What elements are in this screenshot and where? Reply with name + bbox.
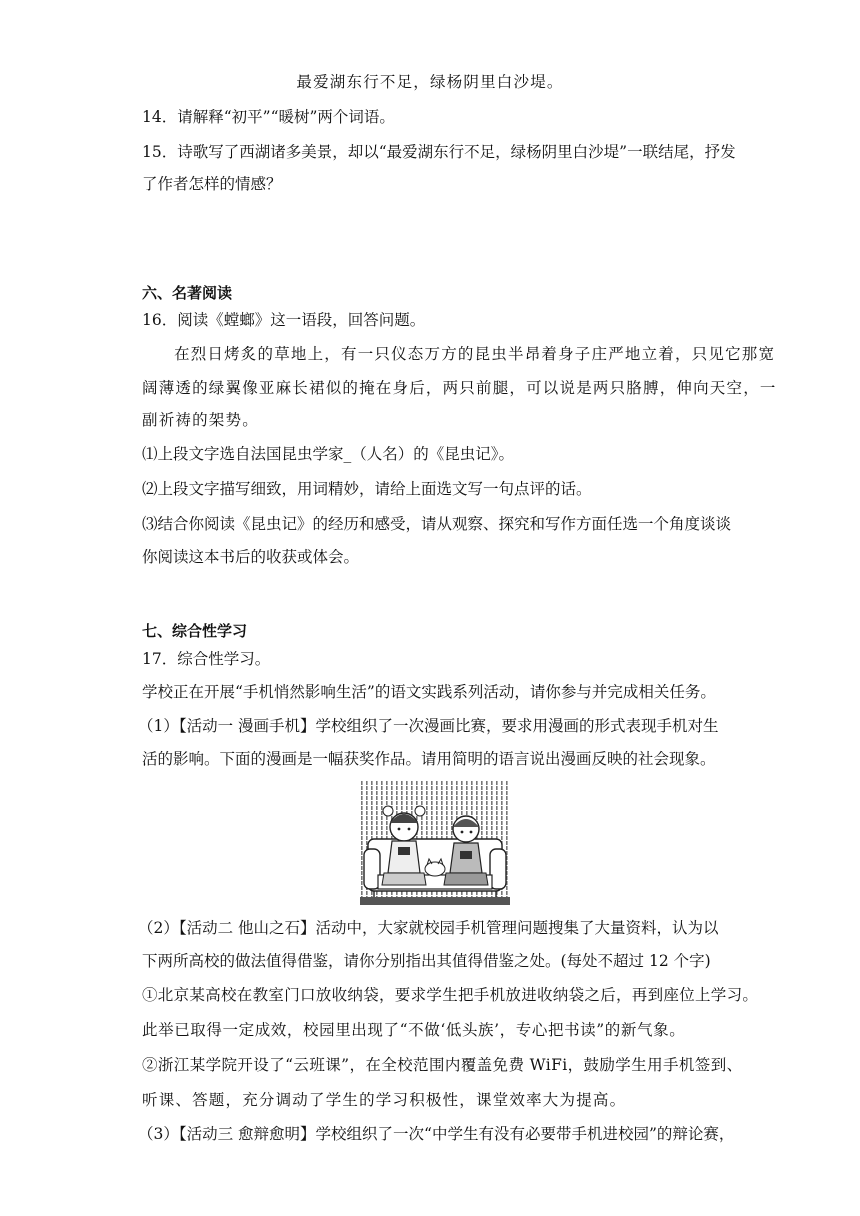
poem-last-line: 最爱湖东行不足，绿杨阴里白沙堤。 [296, 73, 564, 91]
activity-1-line-1: （1）【活动一 漫画手机】学校组织了一次漫画比赛，要求用漫画的形式表现手机对生 [138, 717, 719, 735]
sub-question-1: ⑴上段文字选自法国昆虫学家_（人名）的《昆虫记》。 [142, 445, 515, 463]
question-15-line-1: 15．诗歌写了西湖诸多美景，却以“最爱湖东行不足，绿杨阴里白沙堤”一联结尾，抒发 [142, 143, 736, 161]
case-1-line-2: 此举已取得一定成效，校园里出现了“不做‘低头族’，专心把书读”的新气象。 [142, 1021, 686, 1039]
question-17: 17．综合性学习。 [142, 650, 271, 668]
case-2-line-1: ②浙江某学院开设了“云班课”，在全校范围内覆盖免费 WiFi，鼓励学生用手机签到、 [142, 1056, 743, 1074]
sub-question-2: ⑵上段文字描写细致，用词精妙，请给上面选文写一句点评的话。 [142, 480, 592, 498]
question-16: 16．阅读《螳螂》这一语段，回答问题。 [142, 311, 426, 329]
case-1-line-1: ①北京某高校在教室门口放收纳袋，要求学生把手机放进收纳袋之后，再到座位上学习。 [142, 986, 759, 1004]
intro-text: 学校正在开展“手机悄然影响生活”的语文实践系列活动，请你参与并完成相关任务。 [142, 683, 716, 701]
activity-1-line-2: 活的影响。下面的漫画是一幅获奖作品。请用简明的语言说出漫画反映的社会现象。 [142, 750, 716, 768]
question-15-line-2: 了作者怎样的情感？ [142, 175, 282, 193]
activity-2-line-2: 下两所高校的做法值得借鉴，请你分别指出其值得借鉴之处。(每处不超过 12 个字) [142, 952, 711, 970]
cartoon-illustration [360, 781, 510, 905]
activity-3-line-1: （3）【活动三 愈辩愈明】学校组织了一次“中学生有没有必要带手机进校园”的辩论赛， [138, 1125, 735, 1143]
passage-line-1: 在烈日烤炙的草地上，有一只仪态万方的昆虫半昂着身子庄严地立着，只见它那宽 [174, 345, 776, 363]
sub-question-3-line-2: 你阅读这本书后的收获或体会。 [142, 548, 360, 566]
passage-line-2: 阔薄透的绿翼像亚麻长裙似的掩在身后，两只前腿，可以说是两只胳膊，伸向天空，一 [142, 379, 777, 397]
question-14: 14．请解释“初平”“暖树”两个词语。 [142, 108, 395, 126]
section-7-heading: 七、综合性学习 [142, 622, 248, 640]
passage-line-3: 副祈祷的架势。 [142, 411, 259, 429]
case-2-line-2: 听课、答题，充分调动了学生的学习积极性，课堂效率大为提高。 [142, 1091, 627, 1109]
activity-2-line-1: （2）【活动二 他山之石】活动中，大家就校园手机管理问题搜集了大量资料，认为以 [138, 919, 719, 937]
sub-question-3-line-1: ⑶结合你阅读《昆虫记》的经历和感受，请从观察、探究和写作方面任选一个角度谈谈 [142, 515, 732, 533]
section-6-heading: 六、名著阅读 [142, 284, 233, 302]
